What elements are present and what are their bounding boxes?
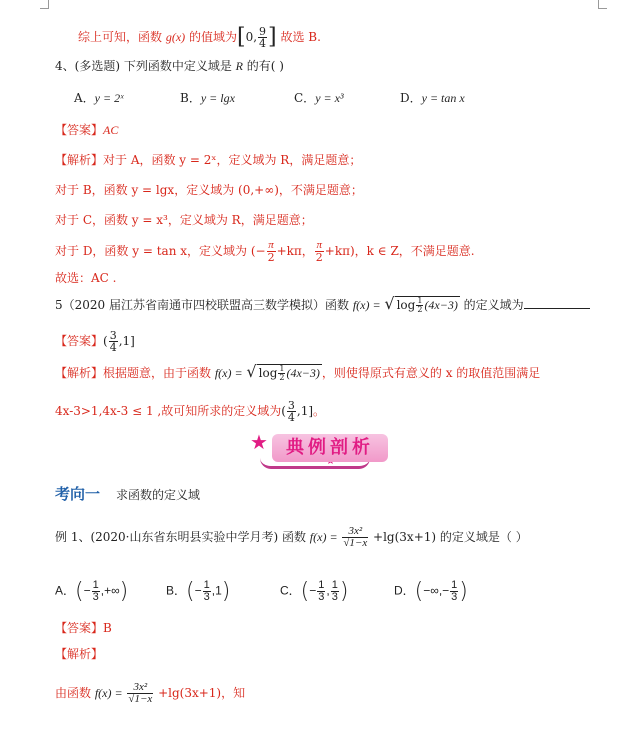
example-1-option-a: A．(− $\frac{1}{3}$ ,+∞)	[55, 578, 129, 604]
q4-conclusion: 故选：AC .	[55, 271, 117, 285]
q4-analysis-a: 【解析】对于 A，函数 y = 2ˣ，定义域为 R，满足题意；	[55, 153, 362, 167]
corner-mark-right	[598, 0, 607, 9]
question-4-title: 4、(多选题) 下列函数中定义域是 R 的有( )	[55, 59, 284, 73]
example-1-option-d: D．(−∞,− $\frac{1}{3}$ )	[394, 578, 468, 604]
section-badge	[248, 428, 398, 470]
example-1-option-b: B．(− $\frac{1}{3}$ ,1)	[166, 578, 231, 604]
q4-analysis-d: 对于 D，函数 y = tan x，定义域为 (− $\frac{\pi}{2}$ +kπ， $\frac{\pi}{2}$ +kπ)，k ∈ Z，不满足题意.	[55, 239, 475, 264]
q4-analysis-b: 对于 B，函数 y = lgx，定义域为 (0,+∞)，不满足题意；	[55, 183, 363, 197]
q4-analysis-c: 对于 C，函数 y = x³，定义域为 R，满足题意；	[55, 213, 313, 227]
example-1-title: 例 1、(2020·山东省东明县实验中学月考) 函数 f(x) = $\frac{\text{3x²}}{√1-x}$ +lg(3x+1) 的定义域是（ ）	[55, 525, 528, 549]
q5-analysis-line2: 4x-3>1,4x-3 ≤ 1 ,故可知所求的定义域为( $\frac{3}{4}$ ,1]。	[55, 399, 326, 424]
corner-mark-left	[40, 0, 49, 9]
direction-heading: 考向一 求函数的定义域	[55, 485, 201, 503]
conclusion-line: 综上可知，函数 g(x) 的值域为[0, $\frac{9}{4}$ ] 故选 B.	[78, 24, 321, 50]
question-5-title: 5（2020 届江苏省南通市四校联盟高三数学模拟）函数 f(x) = √ log $\frac{1}{2}$ (4x−3) 的定义域为	[55, 296, 590, 314]
q4-answer: 【答案】AC	[55, 123, 119, 137]
example-1-answer: 【答案】B	[55, 621, 112, 635]
q4-option-a: A．y = 2ˣ	[74, 91, 124, 105]
q4-option-b: B．y = lgx	[180, 91, 235, 105]
example-1-analysis-tag: 【解析】	[55, 647, 104, 661]
example-1-derivation: 由函数 f(x) = $\frac{\text{3x²}}{√1-x}$ +lg(3x+1)，知	[55, 681, 246, 705]
badge-title: 典例剖析	[272, 434, 388, 462]
q5-answer: 【答案】( $\frac{3}{4}$ ,1]	[55, 329, 135, 354]
star-icon: ★	[250, 430, 268, 454]
q5-analysis: 【解析】根据题意，由于函数 f(x) = √ log $\frac{1}{2}$ (4x−3) ，则使得原式有意义的 x 的取值范围满足	[55, 362, 541, 382]
q4-option-c: C．y = x³	[294, 91, 344, 105]
example-1-option-c: C．(− $\frac{1}{3}$ , $\frac{1}{3}$ )	[280, 578, 349, 604]
q4-option-d: D．y = tan x	[400, 91, 465, 105]
answer-blank	[524, 296, 590, 309]
